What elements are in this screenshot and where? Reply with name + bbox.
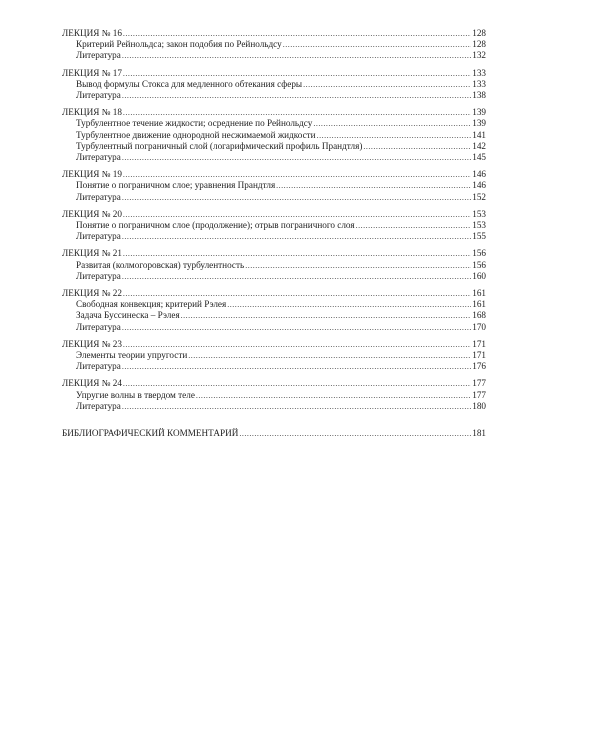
toc-entry-title: Элементы теории упругости <box>76 350 188 361</box>
toc-entry-title: Задача Буссинеска – Рэлея <box>76 310 180 321</box>
toc-entry-title: Турбулентное движение однородной несжимаемой жидкости <box>76 129 316 140</box>
dot-leader <box>122 152 471 163</box>
toc-subentry <box>62 39 486 50</box>
dot-leader <box>239 428 471 439</box>
toc-page-number: 161 <box>472 288 486 299</box>
lecture-heading <box>62 288 486 299</box>
toc-page-number: 145 <box>472 152 486 163</box>
dot-leader <box>122 90 471 101</box>
toc-entry-title: Литература <box>76 361 121 372</box>
lecture-group <box>62 169 486 203</box>
toc-page-number: 128 <box>472 28 486 38</box>
dot-leader <box>245 260 471 271</box>
dot-leader <box>122 401 471 412</box>
dot-leader <box>363 141 471 152</box>
toc-entry-title: Турбулентный пограничный слой (логарифмический профиль Прандтля) <box>76 140 363 151</box>
dot-leader <box>123 248 471 259</box>
toc-entry-title: Литература <box>76 152 121 163</box>
toc-subentry <box>62 220 486 231</box>
dot-leader <box>123 339 471 350</box>
lecture-heading <box>62 169 486 180</box>
toc-entry-title: Литература <box>76 231 121 242</box>
toc-subentry <box>62 361 486 372</box>
toc-entry-title: ЛЕКЦИЯ № 22 <box>62 288 122 299</box>
dot-leader <box>123 169 471 180</box>
toc-subentry <box>62 180 486 191</box>
dot-leader <box>181 310 472 321</box>
toc-entry-title: Турбулентное течение жидкости; осреднение по Рейнольдсу <box>76 118 313 129</box>
dot-leader <box>122 271 471 282</box>
toc-page-number: 153 <box>472 220 486 231</box>
toc-page-number: 176 <box>472 361 486 372</box>
lecture-heading <box>62 68 486 79</box>
toc-subentry <box>62 310 486 321</box>
toc-page-number: 138 <box>472 90 486 101</box>
dot-leader <box>122 322 471 333</box>
toc-subentry <box>62 401 486 412</box>
toc-page-number: 177 <box>472 389 486 400</box>
toc-subentry <box>62 390 486 401</box>
toc-subentry <box>62 322 486 333</box>
dot-leader <box>123 107 471 118</box>
dot-leader <box>196 390 471 401</box>
toc-entry-title: Понятие о пограничном слое; уравнения Прандтля <box>76 180 276 191</box>
lecture-heading <box>62 339 486 350</box>
lecture-heading <box>62 378 486 389</box>
lecture-heading <box>62 209 486 220</box>
toc-page-number: 132 <box>472 50 486 61</box>
toc-page-number: 146 <box>472 180 486 191</box>
toc-entry-title: Вывод формулы Стокса для медленного обтекания сферы <box>76 78 303 89</box>
lecture-heading <box>62 107 486 118</box>
lecture-heading <box>62 28 486 39</box>
dot-leader <box>356 220 472 231</box>
toc-page-number: 168 <box>472 310 486 321</box>
dot-leader <box>123 28 471 39</box>
lecture-group <box>62 339 486 373</box>
toc-page-number: 156 <box>472 259 486 270</box>
toc-subentry <box>62 299 486 310</box>
toc-entry-title: Упругие волны в твердом теле <box>76 389 195 400</box>
dot-leader <box>317 130 472 141</box>
lecture-group <box>62 288 486 333</box>
toc-page-number: 180 <box>472 400 486 411</box>
toc-page-number: 139 <box>472 107 486 118</box>
lecture-group <box>62 248 486 282</box>
toc-entry-title: БИБЛИОГРАФИЧЕСКИЙ КОММЕНТАРИЙ <box>62 428 239 439</box>
dot-leader <box>123 209 471 220</box>
dot-leader <box>123 288 471 299</box>
toc-entry-title: Литература <box>76 270 121 281</box>
toc-entry-title: ЛЕКЦИЯ № 19 <box>62 169 122 180</box>
toc-subentry <box>62 141 486 152</box>
toc-entry-title: ЛЕКЦИЯ № 24 <box>62 378 122 389</box>
toc-page-number: 141 <box>472 129 486 140</box>
toc-subentry <box>62 79 486 90</box>
toc-subentry <box>62 118 486 129</box>
toc-page-number: 152 <box>472 191 486 202</box>
toc-entry-title: ЛЕКЦИЯ № 20 <box>62 208 122 219</box>
toc-page-number: 171 <box>472 350 486 361</box>
toc-page-number: 161 <box>472 299 486 310</box>
toc-entry-title: Развитая (колмогоровская) турбулентность <box>76 259 245 270</box>
toc-entry-title: Литература <box>76 400 121 411</box>
lecture-group <box>62 107 486 163</box>
toc-page-number: 177 <box>472 378 486 389</box>
toc-page-number: 155 <box>472 231 486 242</box>
toc-subentry <box>62 152 486 163</box>
toc-page-number: 181 <box>472 428 486 439</box>
toc-entry-title: ЛЕКЦИЯ № 23 <box>62 338 122 349</box>
toc-page-number: 160 <box>472 270 486 281</box>
dot-leader <box>283 39 472 50</box>
toc-entry-title: Критерий Рейнольдса; закон подобия по Рейнольдсу <box>76 39 282 50</box>
toc-entry-title: Литература <box>76 321 121 332</box>
toc-page-number: 139 <box>472 118 486 129</box>
toc-entry-title: Литература <box>76 50 121 61</box>
dot-leader <box>122 361 471 372</box>
bibliography-group <box>62 428 486 439</box>
dot-leader <box>227 299 471 310</box>
toc-entry-title: ЛЕКЦИЯ № 16 <box>62 28 122 38</box>
toc-subentry <box>62 260 486 271</box>
dot-leader <box>313 118 471 129</box>
dot-leader <box>123 68 471 79</box>
toc-page-number: 128 <box>472 39 486 50</box>
toc-subentry <box>62 90 486 101</box>
toc-subentry <box>62 130 486 141</box>
dot-leader <box>276 180 471 191</box>
dot-leader <box>188 350 471 361</box>
bibliography-entry <box>62 428 486 439</box>
toc-page-number: 133 <box>472 78 486 89</box>
lecture-group <box>62 28 486 62</box>
toc-entry-title: Свободная конвекция; критерий Рэлея <box>76 299 227 310</box>
toc-page-number: 133 <box>472 67 486 78</box>
toc-entry-title: ЛЕКЦИЯ № 17 <box>62 67 122 78</box>
toc-entry-title: Литература <box>76 191 121 202</box>
toc-page-number: 170 <box>472 321 486 332</box>
dot-leader <box>122 231 471 242</box>
toc-subentry <box>62 271 486 282</box>
lecture-heading <box>62 248 486 259</box>
toc-subentry <box>62 50 486 61</box>
toc-entry-title: Понятие о пограничном слое (продолжение); отрыв пограничного слоя <box>76 220 355 231</box>
toc-page-number: 146 <box>472 169 486 180</box>
toc-page-number: 171 <box>472 338 486 349</box>
toc-subentry <box>62 192 486 203</box>
dot-leader <box>122 192 471 203</box>
toc-entry-title: Литература <box>76 90 121 101</box>
table-of-contents <box>62 28 486 445</box>
toc-page-number: 142 <box>472 140 486 151</box>
toc-entry-title: ЛЕКЦИЯ № 18 <box>62 107 122 118</box>
toc-subentry <box>62 231 486 242</box>
lecture-group <box>62 209 486 243</box>
lecture-group <box>62 68 486 102</box>
toc-subentry <box>62 350 486 361</box>
toc-page-number: 153 <box>472 208 486 219</box>
dot-leader <box>122 50 471 61</box>
toc-entry-title: ЛЕКЦИЯ № 21 <box>62 248 122 259</box>
dot-leader <box>303 79 471 90</box>
dot-leader <box>123 378 471 389</box>
lecture-group <box>62 378 486 412</box>
toc-page-number: 156 <box>472 248 486 259</box>
